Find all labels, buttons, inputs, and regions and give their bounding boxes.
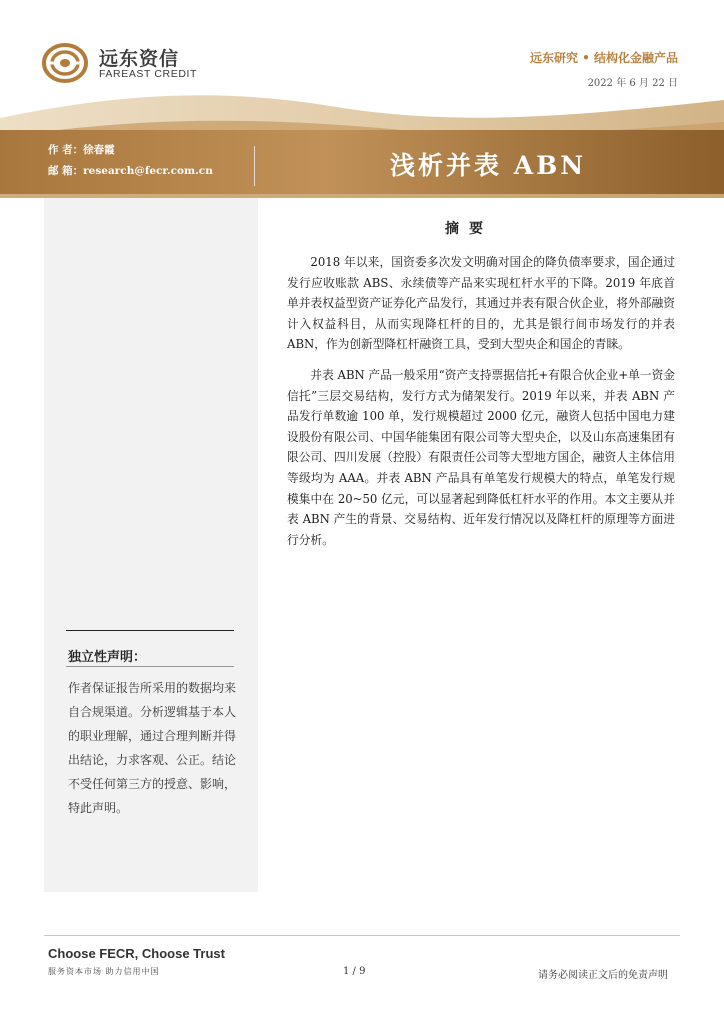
- footer-slogan-en: Choose FECR, Choose Trust: [48, 946, 225, 961]
- author-line: 作 者：徐春霞: [48, 144, 115, 156]
- band-divider: [254, 146, 255, 186]
- report-title: 浅析并表 ABN: [390, 151, 587, 180]
- email-line[interactable]: 邮 箱：research@fecr.com.cn: [48, 165, 213, 177]
- abstract-paragraph: 并表 ABN 产品一般采用“资产支持票据信托+有限合伙企业+单一资金信托”三层交易结构，发行方式为储架发行。2019 年以来，并表 ABN 产品发行单数逾 100 单，发行规模超过 2000 亿元，融资人包括中国电力建设股份有限公司、中国华能集团有限公司等大型央企，以及山东高速集团有限公司、四川发展（控股）有限责任公司等大型地方国企，融资人主体信用等级均为 AAA。并表 ABN 产品具有单笔发行规模大的特点，单笔发行规模集中在 20~50 亿元，可以显著起到降低杠杆水平的作用。本文主要从并表 ABN 产生的背景、交易结构、近年发行情况以及降杠杆的原理等方面进行分析。: [287, 367, 675, 547]
- abstract-body: [287, 252, 675, 560]
- brand-name-cn: 远东资信: [99, 48, 180, 70]
- report-date: 2022 年 6 月 22 日: [587, 78, 678, 89]
- footer-slogan-cn: 服务资本市场 助力信用中国: [48, 967, 160, 976]
- statement-top-rule: [66, 630, 234, 631]
- fareast-logo-icon: [42, 42, 88, 84]
- statement-body: 作者保证报告所采用的数据均来自合规渠道。分析逻辑基于本人的职业理解，通过合理判断并得出结论，力求客观、公正。结论不受任何第三方的授意、影响，特此声明。: [68, 681, 237, 815]
- footer-rule: [44, 935, 680, 936]
- page-number: 1 / 9: [343, 966, 366, 977]
- page-header: [0, 0, 724, 90]
- abstract-paragraph: 2018 年以来，国资委多次发文明确对国企的降负债率要求，国企通过发行应收账款 ABS、永续债等产品来实现杠杆水平的下降。2019 年底首单并表权益型资产证券化产品发行，其通过并表有限合伙企业，将外部融资计入权益科目，从而实现降杠杆的目的，尤其是银行间市场发行的并表 ABN，作为创新型降杠杆融资工具，受到大型央企和国企的青睐。: [287, 255, 675, 352]
- title-band: [0, 130, 724, 194]
- disclaimer-notice[interactable]: 请务必阅读正文后的免责声明: [538, 970, 668, 981]
- brand-name-en: FAREAST CREDIT: [99, 68, 198, 80]
- report-series: 远东研究 • 结构化金融产品: [529, 51, 678, 65]
- statement-divider: [66, 666, 234, 667]
- abstract-heading: 摘要: [445, 221, 493, 237]
- statement-title: 独立性声明：: [68, 650, 147, 665]
